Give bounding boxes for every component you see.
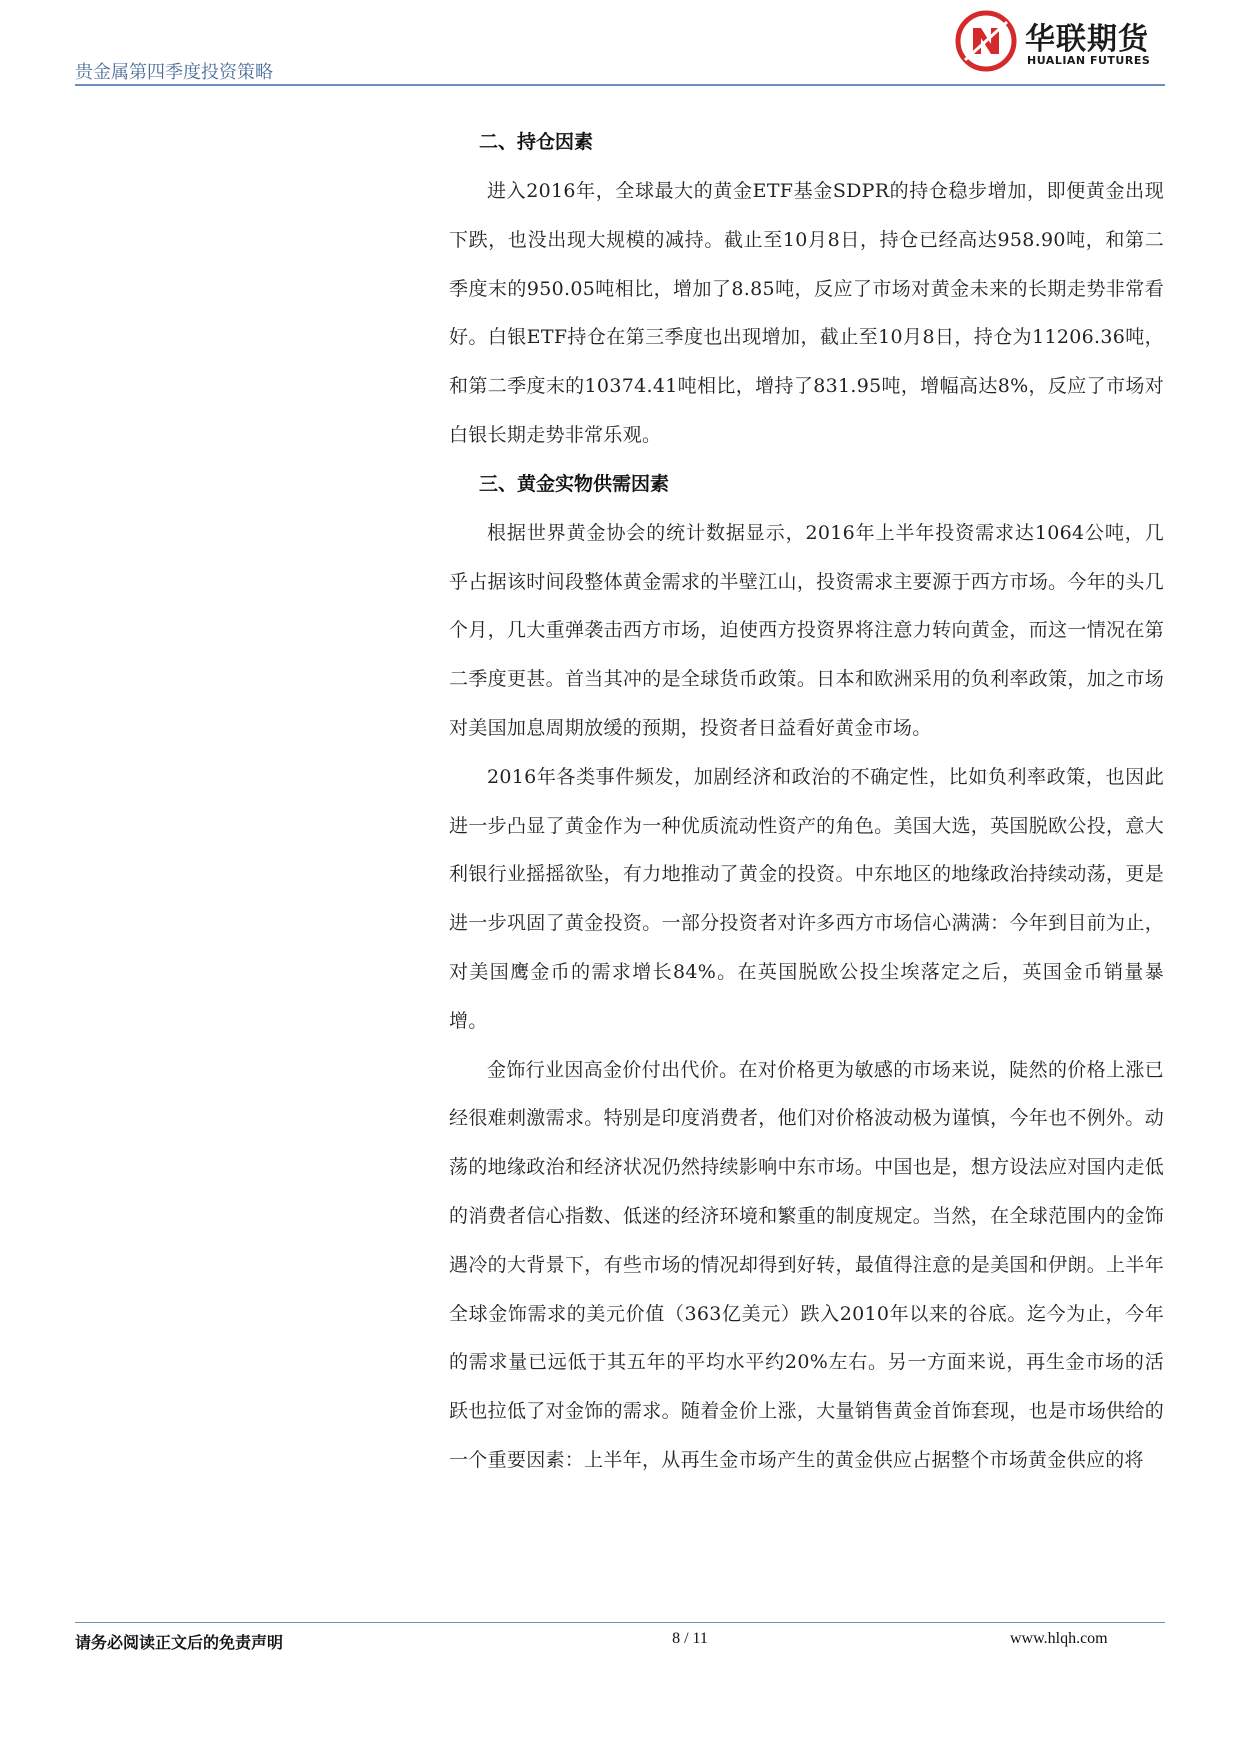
section-heading: 三、黄金实物供需因素 xyxy=(479,472,670,495)
disclaimer-notice: 请务必阅读正文后的免责声明 xyxy=(75,1633,284,1652)
header-divider xyxy=(75,84,1165,86)
section-heading: 二、持仓因素 xyxy=(479,131,594,153)
paragraph: 根据世界黄金协会的统计数据显示，2016年上半年投资需求达1064公吨，几乎占据该时间段整体黄金需求的半壁江山，投资需求主要源于西方市场。今年的头几个月，几大重弹袭击西方市场，迫使西方投资界将注意力转向黄金，而这一情况在第二季度更甚。首当其冲的是全球货币政策。日本和欧洲采用的负利率政策，加之市场对美国加息周期放缓的预期，投资者日益看好黄金市场。 xyxy=(449,521,1164,739)
page-number: 8 / 11 xyxy=(672,1630,708,1647)
website-link[interactable]: www.hlqh.com xyxy=(1010,1630,1108,1647)
paragraph: 金饰行业因高金价付出代价。在对价格更为敏感的市场来说，陡然的价格上涨已经很难刺激需求。特别是印度消费者，他们对价格波动极为谨慎，今年也不例外。动荡的地缘政治和经济状况仍然持续影响中东市场。中国也是，想方设法应对国内走低的消费者信心指数、低迷的经济环境和繁重的制度规定。当然，在全球范围内的金饰遇冷的大背景下，有些市场的情况却得到好转，最值得注意的是美国和伊朗。上半年全球金饰需求的美元价值（363亿美元）跌入2010年以来的谷底。迄今为止，今年的需求量已远低于其五年的平均水平约20%左右。另一方面来说，再生金市场的活跃也拉低了对金饰的需求。随着金价上涨，大量销售黄金首饰套现，也是市场供给的一个重要因素：上半年，从再生金市场产生的黄金供应占据整个市场黄金供应的将 xyxy=(449,1058,1164,1471)
paragraph: 进入2016年，全球最大的黄金ETF基金SDPR的持仓稳步增加，即便黄金出现下跌，也没出现大规模的减持。截止至10月8日，持仓已经高达958.90吨，和第二季度末的950.05吨相比，增加了8.85吨，反应了市场对黄金未来的长期走势非常看好。白银ETF持仓在第三季度也出现增加，截止至10月8日，持仓为11206.36吨，和第二季度末的10374.41吨相比，增持了831.95吨，增幅高达8%，反应了市场对白银长期走势非常乐观。 xyxy=(449,180,1164,446)
company-logo xyxy=(955,4,1155,84)
paragraph: 2016年各类事件频发，加剧经济和政治的不确定性，比如负利率政策，也因此进一步凸显了黄金作为一种优质流动性资产的角色。美国大选，英国脱欧公投，意大利银行业摇摇欲坠，有力地推动了黄金的投资。中东地区的地缘政治持续动荡，更是进一步巩固了黄金投资。一部分投资者对许多西方市场信心满满：今年到目前为止，对美国鹰金币的需求增长84%。在英国脱欧公投尘埃落定之后，英国金币销量暴增。 xyxy=(449,765,1164,1032)
footer-divider xyxy=(75,1622,1165,1623)
main-content xyxy=(449,118,1164,1485)
hualian-logo-icon xyxy=(955,10,1017,72)
logo-english-name: HUALIAN FUTURES xyxy=(1027,54,1151,67)
report-title: 贵金属第四季度投资策略 xyxy=(75,62,273,83)
logo-chinese-name: 华联期货 xyxy=(1025,22,1149,57)
